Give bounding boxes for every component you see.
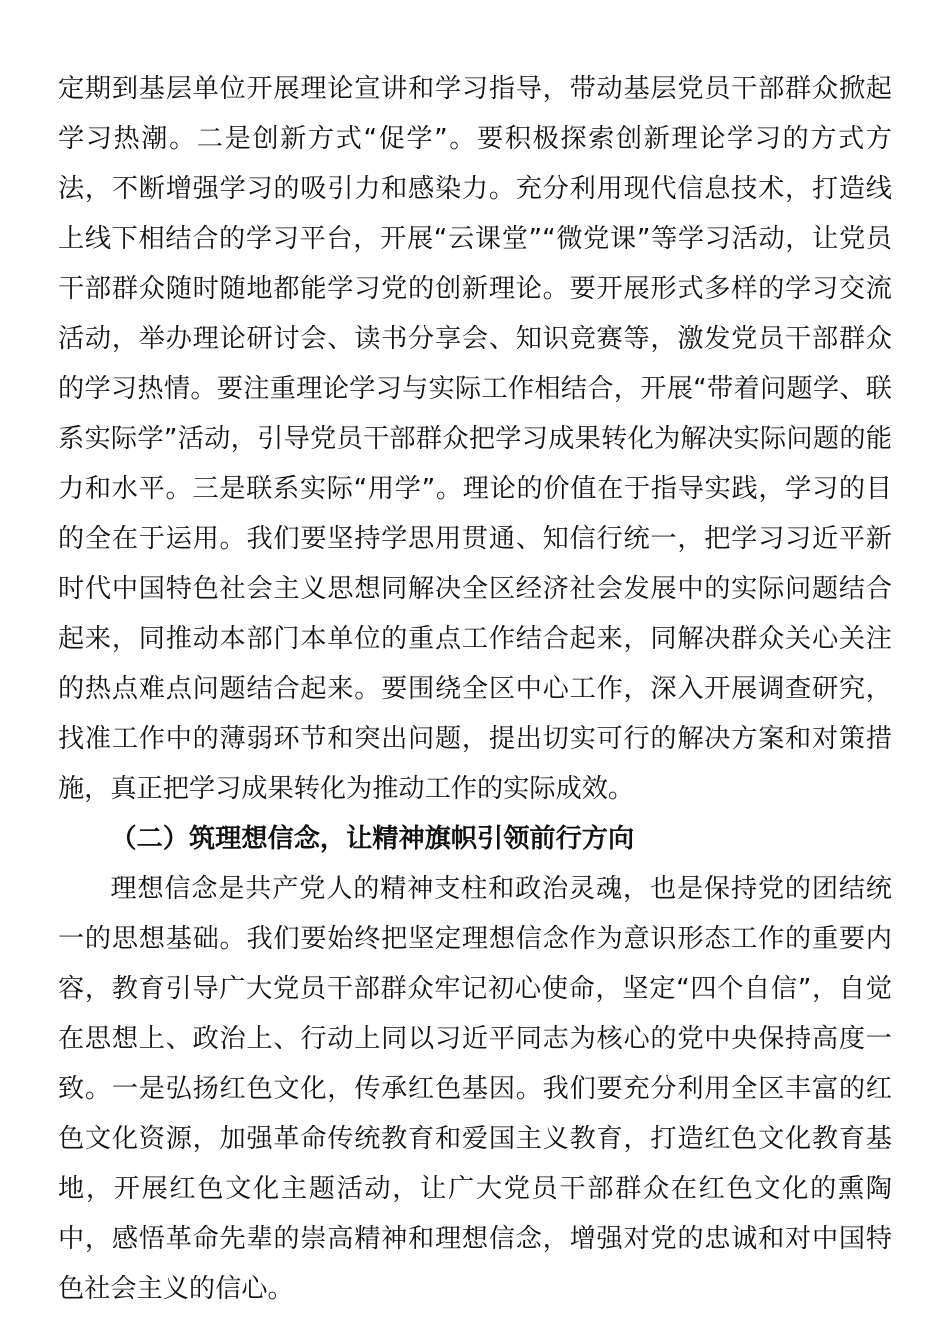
body-paragraph: 理想信念是共产党人的精神支柱和政治灵魂，也是保持党的团结统一的思想基础。我们要始终把坚定理想信念作为意识形态工作的重要内容，教育引导广大党员干部群众牢记初心使命，坚定“四个自信”，自觉在思想上、政治上、行动上同以习近平同志为核心的党中央保持高度一致。一是弘扬红色文化，传承红色基因。我们要充分利用全区丰富的红色文化资源，加强革命传统教育和爱国主义教育，打造红色文化教育基地，开展红色文化主题活动，让广大党员干部群众在红色文化的熏陶中，感悟革命先辈的崇高精神和理想信念，增强对党的忠诚和对中国特色社会主义的信心。	[58, 874, 892, 1304]
section-heading: （二）筑理想信念，让精神旗帜引领前行方向	[110, 824, 635, 854]
document-page	[58, 64, 892, 1314]
body-paragraph-continued: 定期到基层单位开展理论宣讲和学习指导，带动基层党员干部群众掀起学习热潮。二是创新方式“促学”。要积极探索创新理论学习的方式方法，不断增强学习的吸引力和感染力。充分利用现代信息技术，打造线上线下相结合的学习平台，开展“云课堂”“微党课”等学习活动，让党员干部群众随时随地都能学习党的创新理论。要开展形式多样的学习交流活动，举办理论研讨会、读书分享会、知识竞赛等，激发党员干部群众的学习热情。要注重理论学习与实际工作相结合，开展“带着问题学、联系实际学”活动，引导党员干部群众把学习成果转化为解决实际问题的能力和水平。三是联系实际“用学”。理论的价值在于指导实践，学习的目的全在于运用。我们要坚持学思用贯通、知信行统一，把学习习近平新时代中国特色社会主义思想同解决全区经济社会发展中的实际问题结合起来，同推动本部门本单位的重点工作结合起来，同解决群众关心关注的热点难点问题结合起来。要围绕全区中心工作，深入开展调查研究，找准工作中的薄弱环节和突出问题，提出切实可行的解决方案和对策措施，真正把学习成果转化为推动工作的实际成效。	[58, 74, 892, 804]
